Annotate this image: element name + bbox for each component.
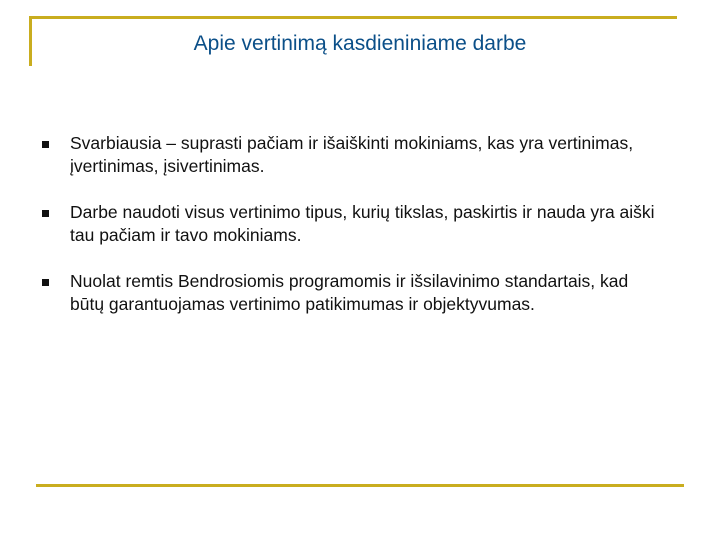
bullet-item	[40, 132, 660, 178]
bullet-item	[40, 270, 660, 316]
bullet-text: Svarbiausia – suprasti pačiam ir išaiškinti mokiniams, kas yra vertinimas, įvertinimas, įsivertinimas.	[70, 133, 634, 176]
bullet-text: Nuolat remtis Bendrosiomis programomis ir išsilavinimo standartais, kad būtų garantuojamas vertinimo patikimumas ir objektyvumas.	[70, 271, 629, 314]
frame-left-rule	[29, 16, 32, 66]
square-bullet-icon	[42, 210, 49, 217]
frame-bottom-rule	[36, 484, 684, 487]
bullet-text: Darbe naudoti visus vertinimo tipus, kurių tikslas, paskirtis ir nauda yra aiški tau pačiam ir tavo mokiniams.	[70, 202, 655, 245]
square-bullet-icon	[42, 279, 49, 286]
bullet-item	[40, 201, 660, 247]
bullet-list	[40, 132, 660, 339]
square-bullet-icon	[42, 141, 49, 148]
slide-title: Apie vertinimą kasdieniniame darbe	[193, 32, 527, 55]
frame-top-rule	[29, 16, 677, 19]
